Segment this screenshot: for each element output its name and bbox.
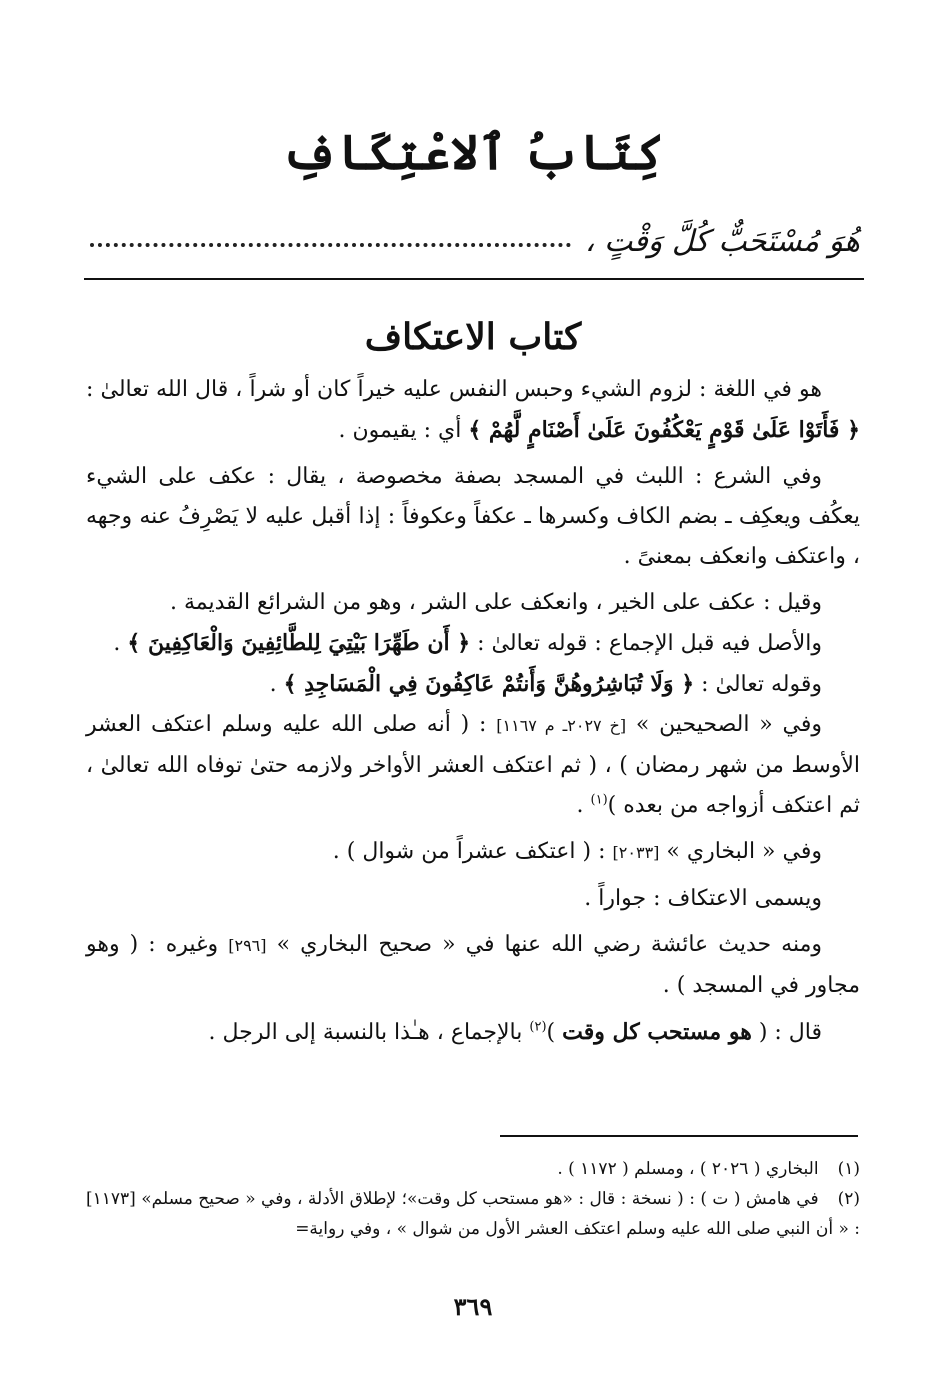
footnote-text: في هامش ( ت ) : ( نسخة : قال : «هو مستحب كل وقت»؛ لإطلاق الأدلة ، وفي « صحيح مسلم» [١١٧٣] : « أن النبي صلى الله عليه وسلم اعتكف العشر الأول من شوال » ، وفي رواية=: [86, 1189, 860, 1239]
quran-verse: ﴿ أَن طَهِّرَا بَيْتِيَ لِلطَّائِفِينَ وَالْعَاكِفِينَ ﴾: [127, 630, 471, 656]
paragraph-text: وفي « البخاري »: [666, 839, 822, 864]
footnotes: [86, 1154, 860, 1244]
paragraph-text: وفي « الصحيحين »: [635, 712, 823, 737]
footnote: [86, 1184, 860, 1244]
matn-text: هُوَ مُسْتَحَبٌّ كُلَّ وَقْتٍ ،: [584, 223, 860, 259]
hadith-reference: [٢٠٣٣]: [612, 843, 660, 862]
paragraph-opinion: وقيل : عكف على الخير ، وانعكف على الشر ، وهو من الشرائع القديمة .: [169, 590, 822, 615]
paragraph-text: .: [576, 793, 584, 818]
hadith-reference: [خ ٢٠٢٧ـ م ١١٦٧]: [496, 716, 627, 735]
paragraph-text: قال : (: [758, 1020, 822, 1045]
matn-quote: هو مستحب كل وقت: [562, 1019, 752, 1045]
paragraph-ruling: [86, 1012, 860, 1053]
paragraph-text: ): [546, 1020, 556, 1045]
paragraph-text: : ( اعتكف عشراً من شوال ) .: [332, 839, 606, 864]
paragraph-evidence-2: [86, 664, 860, 705]
quran-verse: ﴿ وَلَا تُبَاشِرُوهُنَّ وَأَنتُمْ عَاكِفُونَ فِي الْمَسَاجِدِ ﴾: [283, 671, 695, 697]
footnote-number: (٢): [837, 1189, 861, 1209]
footnote-marker[interactable]: (٢): [529, 1019, 547, 1035]
paragraph-legal-meaning: وفي الشرع : اللبث في المسجد بصفة مخصوصة ، يقال : عكف على الشيء يعكُف ويعكِف ـ بضم الكاف وكسرها ـ عكفاً وعكوفاً : إذا أقبل عليه لا يَصْرِفُ عنه وجهه ، واعتكف وانعكف بمعنىً .: [86, 464, 860, 569]
paragraph-text: وقوله تعالىٰ :: [701, 672, 822, 697]
paragraph-text: ومنه حديث عائشة رضي الله عنها في « صحيح البخاري »: [276, 932, 823, 957]
paragraph-text: والأصل فيه قبل الإجماع : قوله تعالىٰ :: [477, 631, 822, 656]
paragraph-text: .: [269, 672, 277, 697]
footnote-text: البخاري ( ٢٠٢٦ ) ، ومسلم ( ١١٧٢ ) .: [557, 1159, 819, 1179]
quran-verse: ﴿ فَأَتَوْا عَلَىٰ قَوْمٍ يَعْكُفُونَ عَلَىٰ أَصْنَامٍ لَّهُمْ ﴾: [468, 417, 860, 443]
book-title: كِتَابُ ٱلاعْتِكَافِ: [281, 125, 665, 181]
footnote-marker[interactable]: (١): [590, 792, 608, 808]
paragraph-text: .: [113, 631, 121, 656]
paragraph-hadith-aisha: [86, 925, 860, 1006]
commentary-body: [86, 370, 860, 1053]
paragraph-text: : ( أنه صلى الله عليه وسلم اعتكف العشر الأوسط من شهر رمضان ) ، ( ثم اعتكف العشر الأواخر ولازمه حتىٰ توفاه الله تعالىٰ ، ثم اعتكف أزواجه من بعده ): [86, 712, 860, 818]
section-title: كتاب الاعتكاف: [364, 316, 582, 358]
matn-line: [90, 218, 860, 264]
paragraph-hadith-bukhari: [86, 832, 860, 873]
page-number: ٣٦٩: [453, 1292, 493, 1321]
footnote-number: (١): [837, 1159, 860, 1179]
paragraph-text: بالإجماع ، هـٰذا بالنسبة إلى الرجل .: [208, 1020, 523, 1045]
paragraph-text: هو في اللغة : لزوم الشيء وحبس النفس عليه خيراً كان أو شراً ، قال الله تعالىٰ :: [86, 377, 822, 402]
matn-divider: [84, 278, 864, 280]
matn-dotted-leader: [90, 243, 571, 247]
paragraph-hadith-sahihayn: [86, 705, 860, 826]
hadith-reference: [٢٩٦]: [228, 936, 267, 955]
footnote: [86, 1154, 860, 1184]
paragraph-text: أي : يقيمون .: [338, 418, 462, 443]
paragraph-text: وغيره : ( وهو مجاور في المسجد ) .: [86, 932, 860, 998]
paragraph-name: ويسمى الاعتكاف : جواراً .: [584, 886, 822, 911]
paragraph-evidence: [86, 623, 860, 664]
paragraph-linguistic-meaning: [86, 370, 860, 451]
footnote-divider: [500, 1135, 858, 1137]
